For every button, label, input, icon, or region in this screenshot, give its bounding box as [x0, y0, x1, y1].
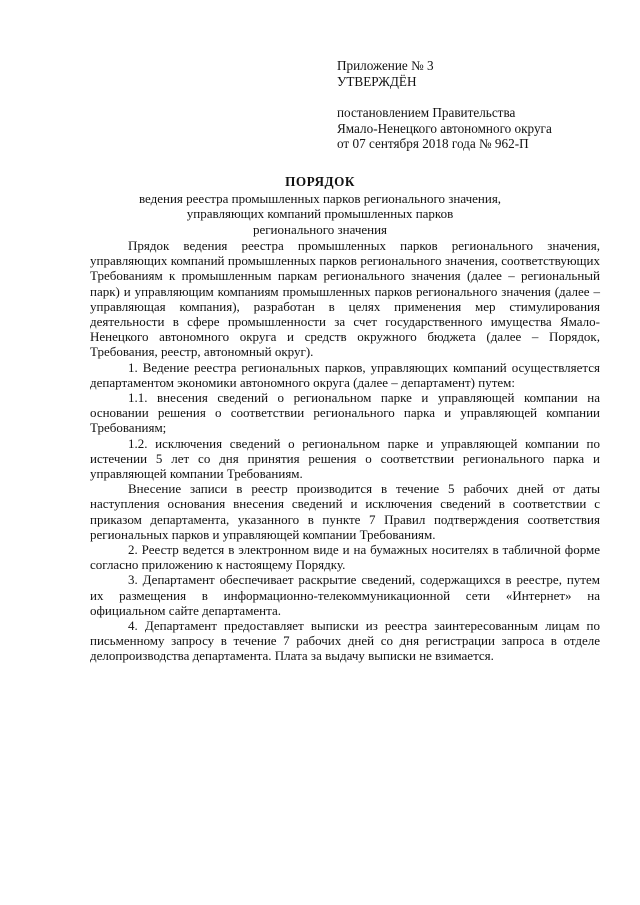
- document-body: [90, 238, 600, 664]
- approval-line-1: постановлением Правительства: [337, 105, 516, 120]
- appendix-label: Приложение № 3: [337, 58, 434, 73]
- paragraph-1-1: 1.1. внесения сведений о региональном парке и управляющей компании на основании решения о соответствии регионального парка и управляющей компании Требованиям;: [90, 390, 600, 436]
- paragraph-intro: Прядок ведения реестра промышленных парков регионального значения, управляющих компаний промышленных парков регионального значения, соответствующих Требованиям к промышленным паркам регионального значения (далее – региональный парк) и управляющим компаниям промышленных парков регионального значения (далее – управляющая компания), разработан в целях применения мер стимулирования деятельности в сфере промышленности за счет государственного имущества Ямало-Ненецкого автономного округа и средств окружного бюджета (далее – Порядок, Требования, реестр, автономный округ).: [90, 238, 600, 360]
- paragraph-3: 3. Департамент обеспечивает раскрытие сведений, содержащихся в реестре, путем их размещения в информационно-телекоммуникационной сети «Интернет» на официальном сайте департамента.: [90, 572, 600, 618]
- paragraph-1: 1. Ведение реестра региональных парков, управляющих компаний осуществляется департаментом экономики автономного округа (далее – департамент) путем:: [90, 359, 600, 390]
- paragraph-1-2: 1.2. исключения сведений о региональном парке и управляющей компании по истечении 5 лет со дня принятия решения о соответствии регионального парка и управляющей компании Требованиям.: [90, 435, 600, 482]
- approval-line-2: Ямало-Ненецкого автономного округа: [337, 120, 552, 136]
- paragraph-entry: Внесение записи в реестр производится в течение 5 рабочих дней от даты наступления основания внесения сведений и исключения сведений в соответствии с приказом департамента, указанного в пункте 7 Правил подтверждения соответствия региональных парков и управляющей компании Требованиям.: [90, 481, 600, 542]
- spacer: [337, 89, 627, 105]
- title-block: [90, 174, 550, 237]
- document-title: ПОРЯДОК: [285, 174, 355, 189]
- approval-block: [337, 58, 627, 152]
- approved-label: УТВЕРЖДЁН: [337, 73, 417, 89]
- approval-line-3: от 07 сентября 2018 года № 962-П: [337, 136, 529, 151]
- document-subtitle-line-1: ведения реестра промышленных парков регионального значения,: [138, 190, 502, 206]
- document-subtitle-line-2: управляющих компаний промышленных парков: [186, 206, 454, 221]
- paragraph-2: 2. Реестр ведется в электронном виде и на бумажных носителях в табличной форме согласно приложению к настоящему Порядку.: [90, 542, 600, 573]
- paragraph-4: 4. Департамент предоставляет выписки из реестра заинтересованным лицам по письменному запросу в течение 7 рабочих дней со дня регистрации запроса в отделе делопроизводства департамента. Плата за выдачу выписки не взимается.: [90, 618, 600, 664]
- document-subtitle-line-3: регионального значения: [252, 221, 388, 237]
